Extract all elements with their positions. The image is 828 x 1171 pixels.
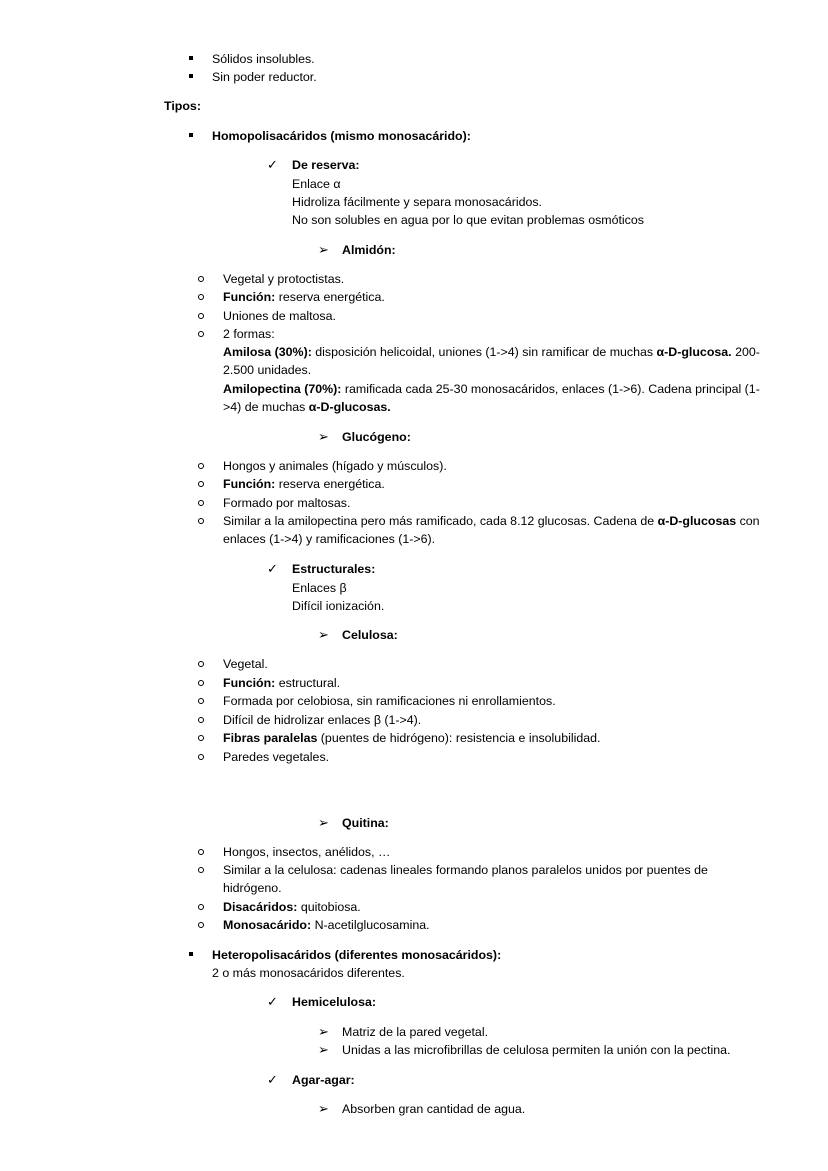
circle-bullet-icon: [198, 313, 204, 319]
amilopectina-bold: α-D-glucosas.: [308, 400, 391, 414]
square-bullet-icon: [189, 133, 193, 137]
hemicelulosa-item: Matriz de la pared vegetal.: [342, 1025, 489, 1039]
quitina-item: Hongos, insectos, anélidos, …: [223, 845, 391, 859]
reserva-line: Enlace α: [292, 177, 341, 191]
amilosa-paragraph: [223, 343, 769, 379]
checkmark-icon: ✓: [267, 994, 278, 1009]
item-label: Fibras paralelas: [223, 731, 318, 745]
item-label: Monosacárido:: [223, 918, 312, 932]
heteropolisacaridos-subtitle: 2 o más monosacáridos diferentes.: [212, 966, 405, 980]
checkmark-icon: ✓: [267, 561, 278, 576]
arrow-bullet-icon: ➢: [318, 429, 329, 444]
celulosa-heading: Celulosa:: [342, 628, 398, 642]
celulosa-item: [223, 674, 340, 692]
hemicelulosa-item: Unidas a las microfibrillas de celulosa permiten la unión con la pectina.: [342, 1043, 731, 1057]
circle-bullet-icon: [198, 680, 204, 686]
glucogeno-item: Hongos y animales (hígado y músculos).: [223, 459, 447, 473]
item-label: Función:: [223, 290, 276, 304]
hemicelulosa-heading: Hemicelulosa:: [292, 995, 377, 1009]
amilosa-label: Amilosa (30%):: [223, 345, 312, 359]
glucogeno-item: Formado por maltosas.: [223, 496, 351, 510]
square-bullet-icon: [189, 74, 193, 78]
quitina-item: [223, 898, 361, 916]
item-text: N-acetilglucosamina.: [311, 918, 430, 932]
item-text: (puentes de hidrógeno): resistencia e insolubilidad.: [317, 731, 601, 745]
almidon-item: Vegetal y protoctistas.: [223, 272, 345, 286]
amilopectina-label: Amilopectina (70%):: [223, 382, 342, 396]
estructurales-heading: Estructurales:: [292, 562, 376, 576]
item-label: Disacáridos:: [223, 900, 298, 914]
circle-bullet-icon: [198, 500, 204, 506]
amilopectina-text: ramificada cada 25-30 monosacáridos, enlaces (1->6). Cadena principal (1->4) de muchas: [223, 382, 760, 414]
item-text: reserva energética.: [275, 477, 385, 491]
glucogeno-item: [223, 512, 769, 548]
circle-bullet-icon: [198, 922, 204, 928]
arrow-bullet-icon: ➢: [318, 815, 329, 830]
item-text: Similar a la amilopectina pero más ramificado, cada 8.12 glucosas. Cadena de: [223, 514, 658, 528]
reserva-line: Hidroliza fácilmente y separa monosacáridos.: [292, 195, 542, 209]
circle-bullet-icon: [198, 481, 204, 487]
circle-bullet-icon: [198, 735, 204, 741]
heteropolisacaridos-heading: Heteropolisacáridos (diferentes monosacáridos):: [212, 948, 502, 962]
section-heading-tipos: Tipos:: [164, 99, 201, 113]
almidon-item: Uniones de maltosa.: [223, 309, 336, 323]
agar-agar-heading: Agar-agar:: [292, 1073, 355, 1087]
almidon-heading: Almidón:: [342, 243, 396, 257]
item-label: Función:: [223, 676, 276, 690]
circle-bullet-icon: [198, 276, 204, 282]
quitina-item: Similar a la celulosa: cadenas lineales formando planos paralelos unidos por puentes de hidrógeno.: [223, 863, 708, 895]
circle-bullet-icon: [198, 904, 204, 910]
celulosa-item: Difícil de hidrolizar enlaces β (1->4).: [223, 713, 422, 727]
quitina-heading: Quitina:: [342, 816, 389, 830]
arrow-bullet-icon: ➢: [318, 242, 329, 257]
almidon-item: 2 formas:: [223, 327, 275, 341]
item-label: Función:: [223, 477, 276, 491]
circle-bullet-icon: [198, 717, 204, 723]
celulosa-item: [223, 729, 600, 747]
reserva-line: No son solubles en agua por lo que evitan problemas osmóticos: [292, 213, 644, 227]
circle-bullet-icon: [198, 698, 204, 704]
estructurales-line: Difícil ionización.: [292, 599, 385, 613]
amilosa-text-end: 200-2.500 unidades.: [223, 345, 760, 377]
item-text-end: con enlaces (1->4) y ramificaciones (1->6).: [223, 514, 760, 546]
item-text: quitobiosa.: [297, 900, 361, 914]
circle-bullet-icon: [198, 294, 204, 300]
circle-bullet-icon: [198, 867, 204, 873]
arrow-bullet-icon: ➢: [318, 627, 329, 642]
amilopectina-paragraph: [223, 380, 769, 416]
arrow-bullet-icon: ➢: [318, 1042, 329, 1057]
circle-bullet-icon: [198, 518, 204, 524]
estructurales-line: Enlaces β: [292, 581, 347, 595]
circle-bullet-icon: [198, 331, 204, 337]
square-bullet-icon: [189, 56, 193, 60]
homopolisacaridos-heading: Homopolisacáridos (mismo monosacárido):: [212, 129, 471, 143]
arrow-bullet-icon: ➢: [318, 1024, 329, 1039]
square-bullet-icon: [189, 952, 193, 956]
circle-bullet-icon: [198, 463, 204, 469]
checkmark-icon: ✓: [267, 157, 278, 172]
celulosa-item: Paredes vegetales.: [223, 750, 330, 764]
celulosa-item: Formada por celobiosa, sin ramificaciones ni enrollamientos.: [223, 694, 556, 708]
almidon-item: [223, 288, 385, 306]
item-text: reserva energética.: [275, 290, 385, 304]
checkmark-icon: ✓: [267, 1072, 278, 1087]
amilosa-text: disposición helicoidal, uniones (1->4) sin ramificar de muchas: [311, 345, 657, 359]
list-item: Sin poder reductor.: [212, 70, 317, 84]
list-item: Sólidos insolubles.: [212, 52, 315, 66]
reserva-heading: De reserva:: [292, 158, 360, 172]
arrow-bullet-icon: ➢: [318, 1101, 329, 1116]
circle-bullet-icon: [198, 754, 204, 760]
circle-bullet-icon: [198, 849, 204, 855]
amilosa-bold: α-D-glucosa.: [656, 345, 732, 359]
item-bold: α-D-glucosas: [657, 514, 737, 528]
agar-agar-item: Absorben gran cantidad de agua.: [342, 1102, 526, 1116]
circle-bullet-icon: [198, 661, 204, 667]
item-text: estructural.: [275, 676, 341, 690]
glucogeno-heading: Glucógeno:: [342, 430, 411, 444]
glucogeno-item: [223, 475, 385, 493]
celulosa-item: Vegetal.: [223, 657, 268, 671]
quitina-item: [223, 916, 430, 934]
